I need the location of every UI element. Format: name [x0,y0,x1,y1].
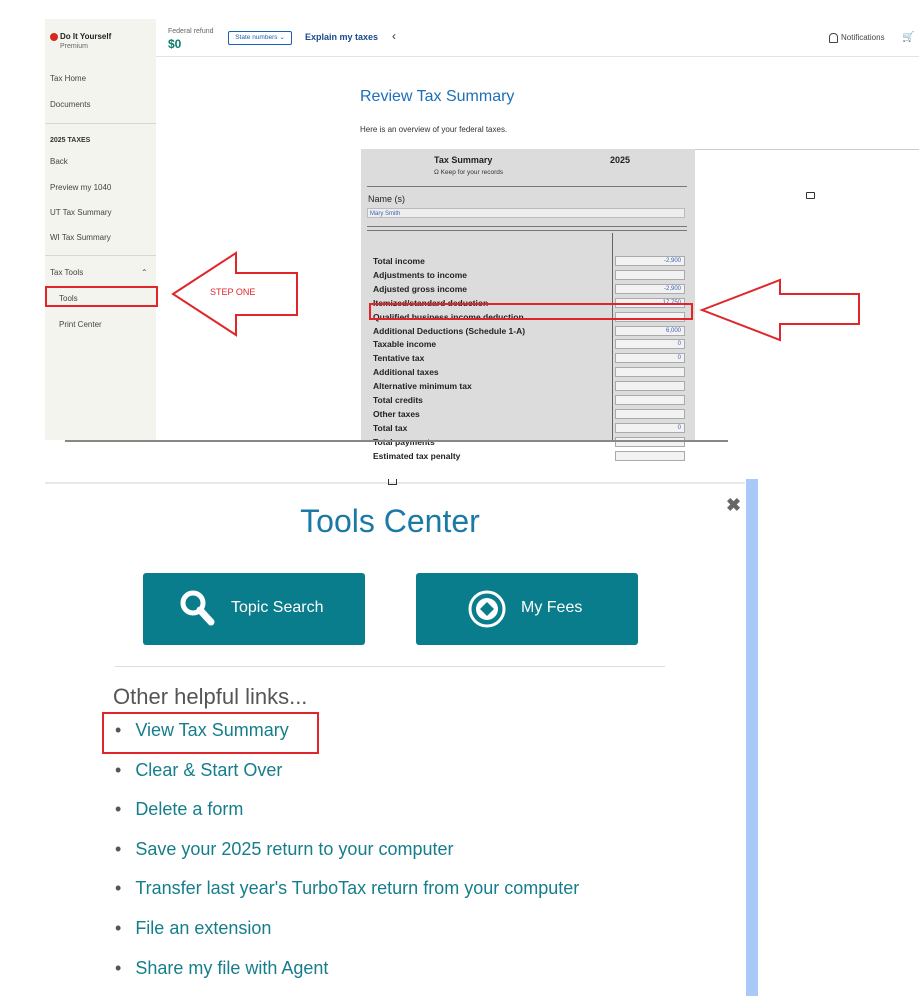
id-card-icon[interactable] [806,192,815,199]
bullet-icon: • [115,759,122,780]
form-title: Tax Summary [434,155,493,165]
sidebar-divider [45,123,156,124]
form-row-value[interactable] [615,381,685,391]
name-label: Name (s) [368,194,406,204]
form-row-value[interactable] [615,395,685,405]
sidebar-item-ut-tax-summary[interactable]: UT Tax Summary [50,208,112,217]
other-links-heading: Other helpful links... [113,684,308,709]
form-row-label: Itemized/standard deduction [373,297,489,308]
form-row-value[interactable] [615,270,685,280]
close-icon[interactable]: ✖ [726,495,742,515]
form-row-value[interactable]: 0 [615,353,685,363]
additional-deductions-highlight-box [369,303,693,320]
topic-search-label: Topic Search [231,599,324,616]
form-row-label: Adjustments to income [373,269,467,280]
helpful-link-text[interactable]: File an extension [135,918,272,938]
bullet-icon: • [115,799,122,820]
fees-badge-icon [468,590,506,628]
form-row-value[interactable] [615,367,685,377]
tax-summary-form [361,149,695,461]
sidebar-divider [45,255,156,256]
form-row-value[interactable]: -2,900 [615,284,685,294]
top-header [156,19,919,57]
helpful-link-text[interactable]: Clear & Start Over [135,759,283,780]
helpful-link-item[interactable] [115,760,282,781]
sidebar-section-heading: 2025 TAXES [50,137,91,144]
info-icon: Ω [434,169,441,176]
checkmark-logo-icon [50,33,58,41]
form-keep-note-text: Keep for your records [440,169,504,176]
my-fees-label: My Fees [521,599,583,616]
page-description: Here is an overview of your federal taxes. [360,125,508,134]
bullet-icon: • [115,720,122,740]
sidebar-item-preview-1040[interactable]: Preview my 1040 [50,183,112,192]
step-one-label: STEP ONE [210,287,256,297]
form-column-divider [612,233,613,442]
helpful-link-item[interactable] [115,839,454,860]
helpful-link-text[interactable]: Save your 2025 return to your computer [135,838,454,859]
state-numbers-dropdown[interactable] [228,31,292,45]
sidebar-item-tools[interactable]: Tools [59,294,78,303]
sidebar-item-documents[interactable]: Documents [50,100,91,109]
chevron-left-icon[interactable]: ‹ [392,29,396,43]
additional-deductions-arrow [700,278,862,342]
form-row-label: Total credits [373,395,423,405]
form-row-label: Total income [373,256,425,266]
turbotax-window [45,19,919,461]
form-row-label: Total tax [373,422,408,433]
form-row-label: Alternative minimum tax [373,381,472,392]
chevron-up-icon[interactable]: ⌃ [141,268,148,277]
horizontal-scrollbar[interactable] [45,440,919,442]
topic-search-button[interactable] [143,573,365,645]
form-rule [367,230,687,231]
drag-handle-icon[interactable] [388,479,397,485]
bullet-icon: • [115,918,122,938]
form-keep-note [434,169,503,176]
sidebar-item-back[interactable]: Back [50,157,68,166]
bullet-icon: • [115,878,122,899]
helpful-link-text[interactable]: Share my file with Agent [135,957,329,978]
form-row-value[interactable] [615,451,685,461]
form-row-label: Additional taxes [373,367,439,378]
helpful-link-text[interactable]: Delete a form [135,799,244,820]
helpful-link-text[interactable]: View Tax Summary [135,720,289,740]
view-tax-summary-highlight-box [102,712,319,754]
form-row-label: Adjusted gross income [373,283,467,294]
page-title: Review Tax Summary [360,88,515,105]
form-row-value[interactable]: 0 [615,339,685,349]
notifications-link[interactable]: Notifications [841,33,885,42]
scrollbar-thumb[interactable] [65,440,728,442]
dialog-divider [115,666,665,667]
sidebar-item-wi-tax-summary[interactable]: WI Tax Summary [50,233,111,242]
sidebar-item-tax-tools[interactable]: Tax Tools [50,268,84,277]
sidebar-item-tax-home[interactable]: Tax Home [50,74,87,83]
bullet-icon: • [115,957,122,978]
helpful-link-item[interactable] [115,878,579,899]
helpful-link-text[interactable]: Transfer last year's TurboTax return from your computer [135,878,580,899]
federal-refund-label: Federal refund [168,28,214,35]
form-rule [367,226,687,227]
explain-my-taxes-link[interactable]: Explain my taxes [305,32,379,42]
form-row-label: Taxable income [373,339,437,350]
blue-side-bar [746,479,758,996]
form-row-value[interactable] [615,409,685,419]
helpful-link-item[interactable] [115,958,328,979]
form-row-value[interactable]: 17,750 [615,298,685,308]
sidebar [45,19,156,442]
form-year: 2025 [610,155,631,165]
name-field[interactable]: Mary Smith [367,208,685,218]
form-row-value[interactable]: 0 [615,423,685,433]
form-row-label: Qualified business income deduction [373,311,524,322]
form-row-value[interactable]: -2,900 [615,256,685,266]
dialog-title: Tools Center [300,503,480,539]
form-row-label: Estimated tax penalty [373,450,461,461]
state-numbers-label: State numbers [235,34,278,41]
federal-refund-value: $0 [168,37,182,51]
cart-icon[interactable]: 🛒 [902,32,915,43]
my-fees-button[interactable] [416,573,638,645]
form-row-label: Additional Deductions (Schedule 1-A) [373,325,526,336]
brand-name: Do It Yourself [60,32,112,41]
bullet-icon: • [115,838,122,859]
form-row-value[interactable]: 6,000 [615,326,685,336]
chevron-down-icon: ⌄ [279,34,285,41]
tools-highlight-box [45,286,158,307]
sidebar-item-print-center[interactable]: Print Center [59,320,102,329]
helpful-link-item[interactable] [115,918,271,939]
form-row-label: Other taxes [373,408,420,419]
bell-icon[interactable] [829,33,838,43]
brand-tier: Premium [60,43,89,50]
form-row-label: Tentative tax [373,353,425,364]
helpful-link-item[interactable] [115,799,243,820]
form-rule [367,186,687,187]
magnifier-icon [179,589,215,627]
